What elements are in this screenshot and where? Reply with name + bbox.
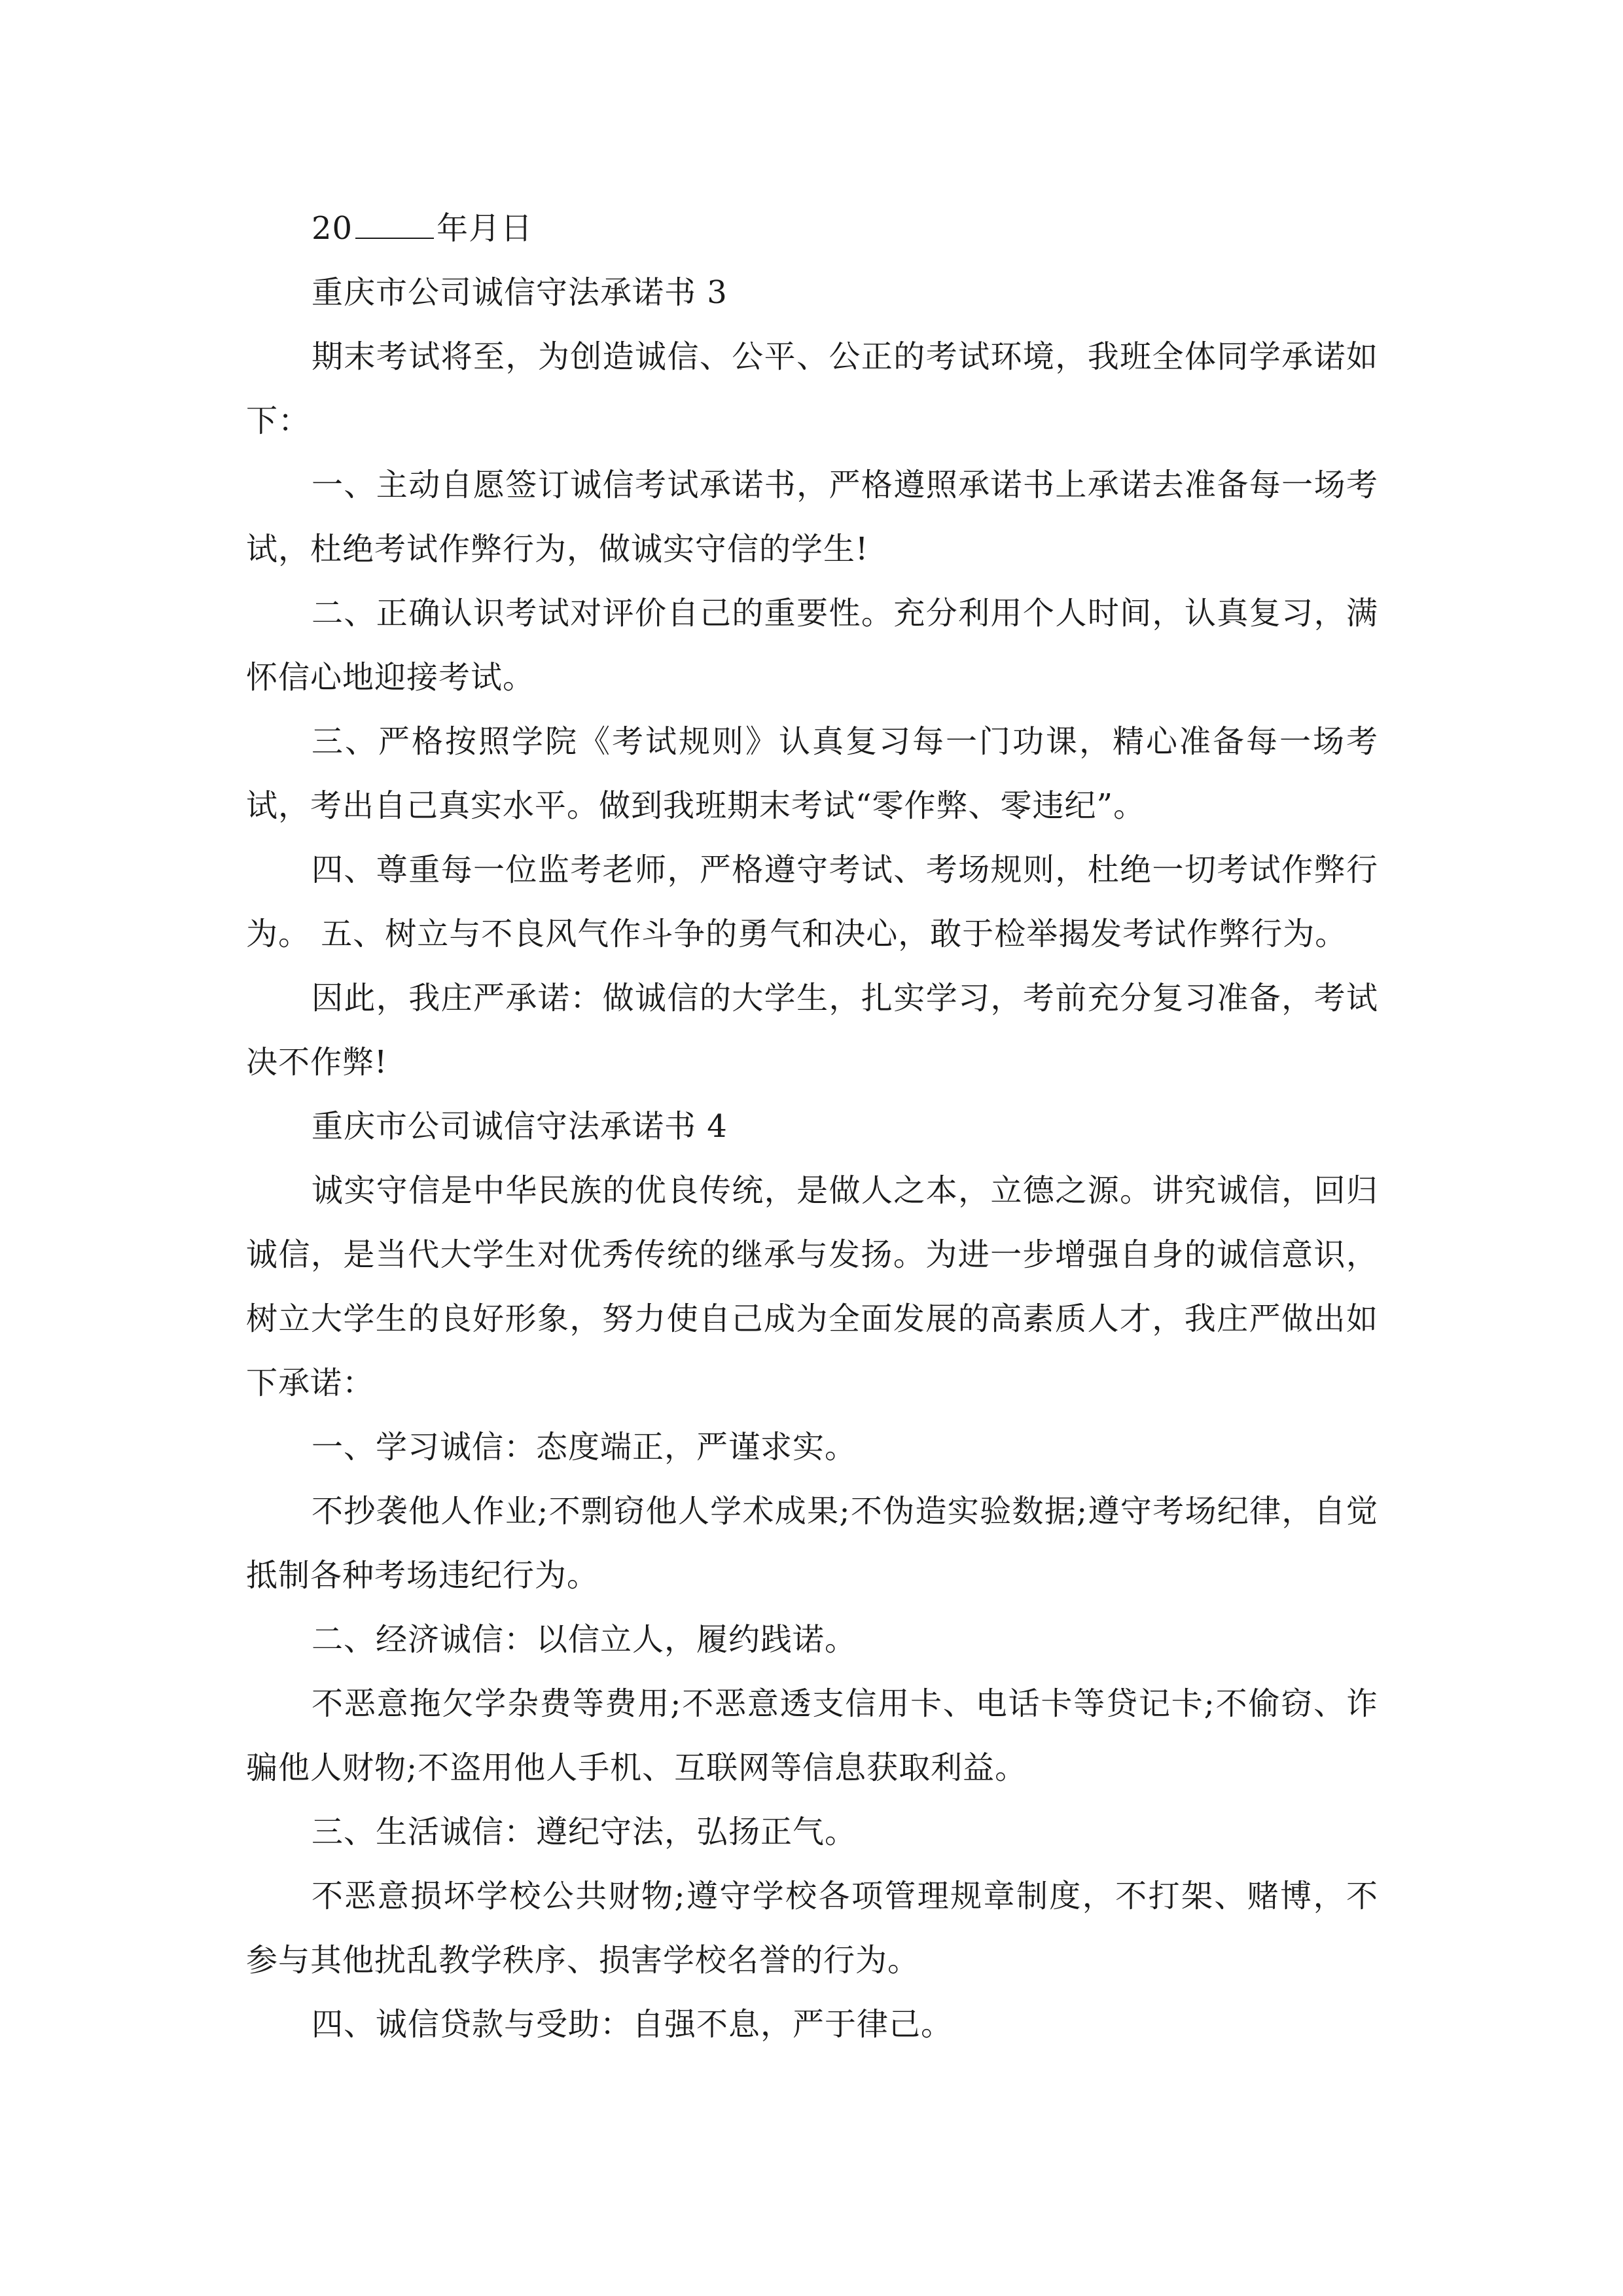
section3-paragraph: 三、严格按照学院《考试规则》认真复习每一门功课，精心准备每一场考试，考出自己真实水平。做到我班期末考试“零作弊、零违纪”。 [246, 723, 1378, 824]
section3-paragraph: 因此，我庄严承诺：做诚信的大学生，扎实学习，考前充分复习准备，考试决不作弊! [246, 980, 1378, 1081]
section4-title: 重庆市公司诚信守法承诺书 4 [312, 1108, 728, 1145]
section4-paragraph: 不抄袭他人作业;不剽窃他人学术成果;不伪造实验数据;遵守考场纪律，自觉抵制各种考场违纪行为。 [246, 1493, 1378, 1594]
section4-paragraph: 不恶意损坏学校公共财物;遵守学校各项管理规章制度，不打架、赌博，不参与其他扰乱教学秩序、损害学校名誉的行为。 [246, 1878, 1378, 1979]
section3-paragraph: 四、尊重每一位监考老师，严格遵守考试、考场规则，杜绝一切考试作弊行为。 五、树立与不良风气作斗争的勇气和决心，敢于检举揭发考试作弊行为。 [246, 852, 1378, 952]
section3-title: 重庆市公司诚信守法承诺书 3 [312, 274, 728, 311]
date-prefix: 20 [312, 210, 353, 247]
section4-paragraph: 四、诚信贷款与受助：自强不息，严于律己。 [312, 2006, 954, 2043]
section4-paragraph: 一、学习诚信：态度端正，严谨求实。 [312, 1429, 857, 1465]
section4-paragraph: 三、生活诚信：遵纪守法，弘扬正气。 [312, 1814, 857, 1850]
date-line [246, 196, 1378, 260]
document-body [246, 196, 1378, 2056]
section4-paragraph: 诚实守信是中华民族的优良传统，是做人之本，立德之源。讲究诚信，回归诚信，是当代大学生对优秀传统的继承与发扬。为进一步增强自身的诚信意识，树立大学生的良好形象，努力使自己成为全面发展的高素质人才，我庄严做出如下承诺： [246, 1172, 1378, 1401]
date-blank [355, 211, 434, 239]
section3-paragraph: 二、正确认识考试对评价自己的重要性。充分利用个人时间，认真复习，满怀信心地迎接考试。 [246, 595, 1378, 696]
date-suffix: 年月日 [437, 210, 533, 247]
section4-paragraph: 二、经济诚信：以信立人，履约践诺。 [312, 1621, 857, 1658]
section4-paragraph: 不恶意拖欠学杂费等费用;不恶意透支信用卡、电话卡等贷记卡;不偷窃、诈骗他人财物;不盗用他人手机、互联网等信息获取利益。 [246, 1685, 1378, 1786]
section3-paragraph: 一、主动自愿签订诚信考试承诺书，严格遵照承诺书上承诺去准备每一场考试，杜绝考试作弊行为，做诚实守信的学生! [246, 467, 1378, 567]
section3-paragraph: 期末考试将至，为创造诚信、公平、公正的考试环境，我班全体同学承诺如下： [246, 338, 1378, 439]
